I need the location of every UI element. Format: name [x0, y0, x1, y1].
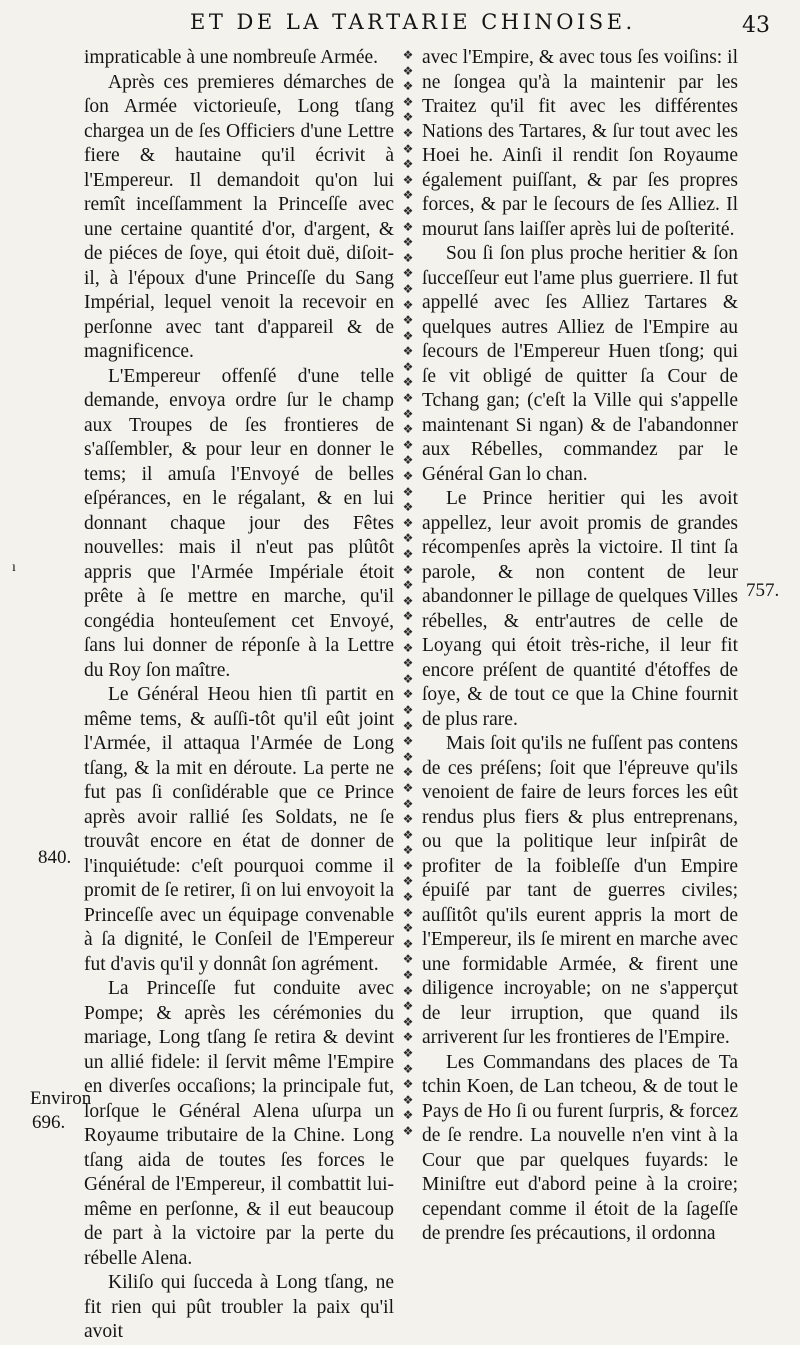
- right-paragraph-2: Sou ſi ſon plus proche heritier & ſon ſucceſſeur eut l'ame plus guerriere. Il fut appellé avec ſes Alliez Tartares & quelques autres Alliez de l'Empire au ſecours de l'Empereur Huen tſong; qui ſe vit obligé de quitter ſa Cour de Tchang gan; (c'eſt la Ville qui s'appelle maintenant Si ngan) & de l'abandonner aux Rébelles, commandez par le Général Gan lo chan.: [422, 243, 738, 485]
- divider-ornament: ❖: [402, 921, 414, 936]
- divider-ornament: ❖: [402, 936, 414, 951]
- right-column: [422, 46, 738, 1244]
- divider-ornament: ❖: [402, 624, 414, 639]
- divider-ornament: ❖: [402, 749, 414, 764]
- divider-ornament: ❖: [402, 609, 414, 624]
- divider-ornament: ❖: [402, 952, 414, 967]
- divider-ornament: ❖: [402, 391, 414, 406]
- divider-ornament: ❖: [402, 999, 414, 1014]
- divider-ornament: ❖: [402, 266, 414, 281]
- divider-ornament: ❖: [402, 422, 414, 437]
- divider-ornament: ❖: [402, 203, 414, 218]
- divider-ornament: ❖: [402, 968, 414, 983]
- divider-ornament: ❖: [402, 796, 414, 811]
- divider-ornament: ❖: [402, 671, 414, 686]
- margin-note-environ: Environ: [30, 1088, 92, 1109]
- margin-speck: ı: [12, 560, 16, 575]
- divider-ornament: ❖: [402, 843, 414, 858]
- divider-ornament: ❖: [402, 531, 414, 546]
- divider-ornament: ❖: [402, 1061, 414, 1076]
- left-paragraph-3: L'Empereur offenſé d'une telle demande, envoya ordre ſur le champ aux Troupes de ſes frontieres de s'aſſembler, & pour leur en donner le tems; il amuſa l'Envoyé de belles eſpérances, en le régalant, & en lui donnant chaque jour des Fêtes nouvelles: mais il n'eut pas plûtôt appris que l'Armée Impériale étoit prête à ſe mettre en marche, qu'il congédia honteuſement cet Envoyé, ſans lui donner de réponſe à la Lettre du Roy ſon maître.: [84, 365, 394, 681]
- divider-ornament: ❖: [402, 734, 414, 749]
- divider-ornament: ❖: [402, 780, 414, 795]
- divider-ornament: ❖: [402, 469, 414, 484]
- divider-ornament: ❖: [402, 484, 414, 499]
- divider-ornament: ❖: [402, 1108, 414, 1123]
- divider-ornament: ❖: [402, 235, 414, 250]
- divider-ornament: ❖: [402, 1092, 414, 1107]
- margin-note-840: 840.: [38, 847, 72, 868]
- left-paragraph-2: Après ces premieres démarches de ſon Armée victorieuſe, Long tſang chargea un de ſes Officiers d'une Lettre fiere & hautaine qu'il écrivit à l'Empereur. Il demandoit qu'on lui remît inceſſamment la Princeſſe avec une certaine quantité d'or, d'argent, & de piéces de ſoye, qui étoit duë, diſoit-il, à l'époux d'une Princeſſe du Sang Impérial, lequel venoit la recevoir en perſonne avec tant d'appareil & de magnificence.: [84, 71, 394, 362]
- left-paragraph-1: impraticable à une nombreuſe Armée.: [84, 47, 379, 68]
- divider-ornament: ❖: [402, 219, 414, 234]
- divider-ornament: ❖: [402, 328, 414, 343]
- divider-ornament: ❖: [402, 48, 414, 62]
- divider-ornament: ❖: [402, 141, 414, 156]
- divider-ornament: ❖: [402, 1123, 414, 1138]
- divider-ornament: ❖: [402, 63, 414, 78]
- divider-ornament: ❖: [402, 125, 414, 140]
- right-paragraph-1: avec l'Empire, & avec tous ſes voiſins: il ne ſongea qu'à la maintenir par les Traitez qu'il fit avec les différentes Nations des Tartares, & ſur tout avec les Hoei he. Ainſi il rendit ſon Royaume également puiſſant, & par ſes propres forces, & par le ſecours de ſes Alliez. Il mourut ſans laiſſer après lui de poſterité.: [422, 47, 738, 240]
- divider-ornament: ❖: [402, 110, 414, 125]
- divider-ornament: ❖: [402, 344, 414, 359]
- divider-ornament: ❖: [402, 1030, 414, 1045]
- divider-ornament: ❖: [402, 905, 414, 920]
- margin-note-757: 757.: [746, 580, 780, 601]
- divider-ornament: ❖: [402, 827, 414, 842]
- divider-ornament: ❖: [402, 874, 414, 889]
- divider-ornament: ❖: [402, 890, 414, 905]
- right-paragraph-5: Les Commandans des places de Ta tchin Koen, de Lan tcheou, & de tout le Pays de Ho ſi ou furent ſurpris, & forcez de ſe rendre. La nouvelle n'en vint à la Cour que par quelques fuyards: le Miniſtre eut d'abord peine à la croire; cependant comme il étoit de la ſageſſe de prendre ſes précautions, il ordonna: [422, 1051, 738, 1244]
- divider-ornament: ❖: [402, 453, 414, 468]
- divider-ornament: ❖: [402, 500, 414, 515]
- divider-ornament: ❖: [402, 313, 414, 328]
- divider-ornament: ❖: [402, 94, 414, 109]
- ornamental-column-divider: [399, 48, 417, 1151]
- divider-ornament: ❖: [402, 593, 414, 608]
- divider-ornament: ❖: [402, 250, 414, 265]
- divider-ornament: ❖: [402, 547, 414, 561]
- divider-ornament: ❖: [402, 702, 414, 717]
- divider-ornament: ❖: [402, 188, 414, 203]
- divider-ornament: ❖: [402, 578, 414, 593]
- divider-ornament: ❖: [402, 640, 414, 655]
- divider-ornament: ❖: [402, 79, 414, 94]
- divider-ornament: ❖: [402, 718, 414, 733]
- left-paragraph-6: Kiliſo qui ſucceda à Long tſang, ne fit rien qui pût troubler la paix qu'il avoit: [84, 1272, 394, 1342]
- running-title: ET DE LA TARTARIE CHINOISE.: [190, 10, 636, 34]
- left-paragraph-4: Le Général Heou hien tſi partit en même tems, & auſſi-tôt qu'il eût joint l'Armée, il attaqua l'Armée de Long tſang, & la mit en déroute. La perte ne fut pas ſi conſidérable que ce Prince après avoir rallié ſes Soldats, ne ſe trouvât encore en état de donner de l'inquiétude: c'eſt pourquoi comme il promit de ſe retirer, ſi on lui envoyoit la Princeſſe avec un équipage convenable à ſa dignité, le Conſeil de l'Empereur fut d'avis qu'il y donnât ſon agrément.: [84, 684, 394, 975]
- divider-ornament: ❖: [402, 359, 414, 374]
- divider-ornament: ❖: [402, 812, 414, 827]
- margin-note-696: 696.: [32, 1112, 66, 1133]
- divider-ornament: ❖: [402, 157, 414, 172]
- divider-ornament: ❖: [402, 765, 414, 780]
- divider-ornament: ❖: [402, 281, 414, 296]
- divider-ornament: ❖: [402, 1014, 414, 1029]
- divider-ornament: ❖: [402, 858, 414, 873]
- divider-ornament: ❖: [402, 687, 414, 702]
- divider-ornament: ❖: [402, 172, 414, 187]
- right-paragraph-3: Le Prince heritier qui les avoit appellez, leur avoit promis de grandes récompenſes après la victoire. Il tint ſa parole, & non content de leur abandonner le pillage de quelques Villes rébelles, & entr'autres de celle de Loyang qui étoit très-riche, il leur fit encore préſent de quantité d'étoffes de ſoye, & de tout ce que la Chine fournit de plus rare.: [422, 488, 738, 730]
- divider-ornament: ❖: [402, 375, 414, 390]
- page-number: 43: [742, 13, 770, 38]
- divider-ornament: ❖: [402, 562, 414, 577]
- divider-ornament: ❖: [402, 1046, 414, 1060]
- divider-ornament: ❖: [402, 656, 414, 671]
- left-paragraph-5: La Princeſſe fut conduite avec Pompe; & après les cérémonies du mariage, Long tſang ſe retira & devint un allié fidele: il ſervit même l'Empire en diverſes occaſions; la principale fut, lorſque le Général Alena uſurpa un Royaume tributaire de la Chine. Long tſang aida de toutes ſes forces le Général de l'Empereur, il combattit lui-même en perſonne, & il eut beaucoup de part à la victoire par la perte du rébelle Alena.: [84, 978, 394, 1269]
- divider-ornament: ❖: [402, 297, 414, 312]
- divider-ornament: ❖: [402, 437, 414, 452]
- divider-ornament: ❖: [402, 406, 414, 421]
- divider-ornament: ❖: [402, 983, 414, 998]
- divider-ornament: ❖: [402, 515, 414, 530]
- divider-ornament: ❖: [402, 1077, 414, 1092]
- left-column: [84, 46, 394, 1342]
- right-paragraph-4: Mais ſoit qu'ils ne fuſſent pas contens de ces préſens; ſoit que l'épreuve qu'ils venoient de faire de leurs forces les eût rendus plus fiers & plus entreprenans, ou que la politique leur inſpirât de profiter de la foibleſſe d'un Empire épuiſé par tant de guerres civiles; auſſitôt qu'ils eurent appris la mort de l'Empereur, ils ſe mirent en marche avec une formidable Armée, & firent une diligence incroyable; on ne s'apperçut de leur irruption, que quand ils arriverent ſur les frontieres de l'Empire.: [422, 733, 738, 1048]
